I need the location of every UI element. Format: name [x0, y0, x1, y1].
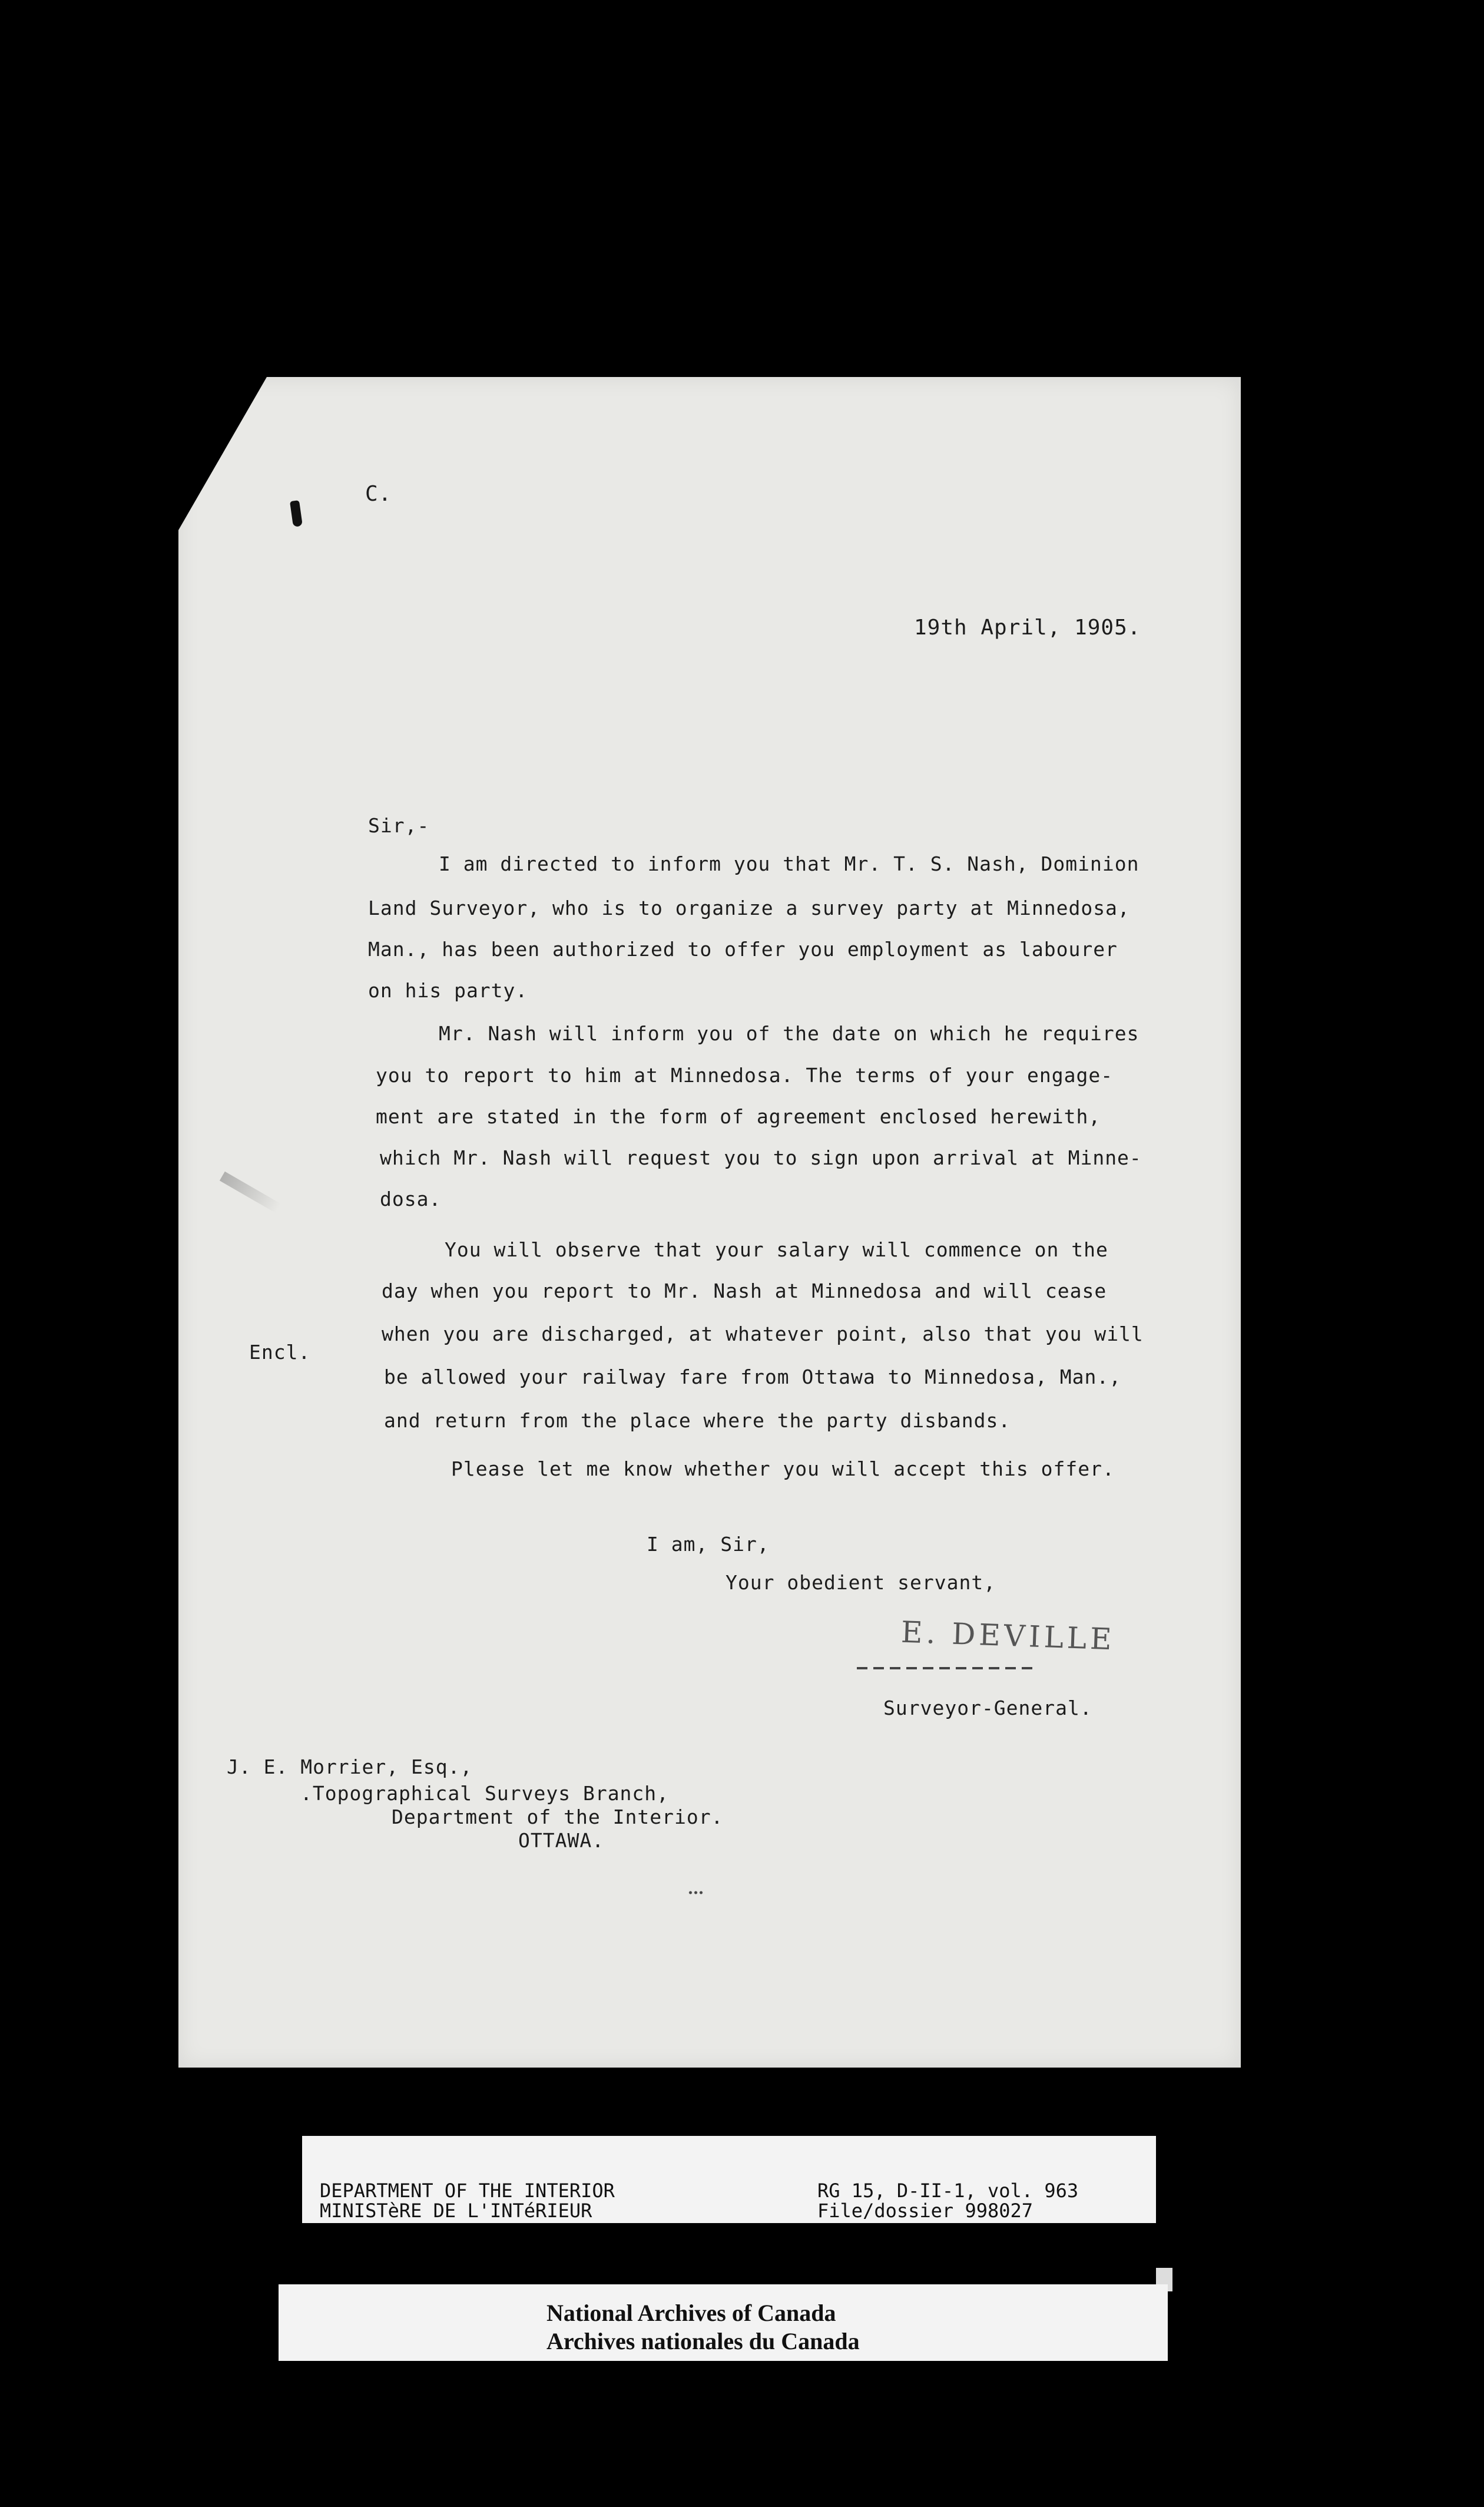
- stray-marks: [688, 1891, 703, 1894]
- department-en: DEPARTMENT OF THE INTERIOR: [320, 2179, 615, 2202]
- closing-line: I am, Sir,: [647, 1533, 770, 1556]
- file-mark: C.: [365, 482, 392, 506]
- enclosure-note: Encl.: [249, 1341, 311, 1364]
- letter-date: 19th April, 1905.: [914, 616, 1141, 640]
- body-line: I am directed to inform you that Mr. T. S. Nash, Dominion: [439, 852, 1140, 875]
- archive-reference-label: [302, 2136, 1156, 2223]
- body-line: when you are discharged, at whatever point, also that you will: [382, 1322, 1144, 1345]
- record-group-reference: RG 15, D-II-1, vol. 963: [817, 2179, 1079, 2202]
- archive-institution-label: [279, 2284, 1168, 2361]
- body-line: dosa.: [380, 1188, 442, 1210]
- address-line: Department of the Interior.: [392, 1805, 724, 1828]
- signatory-title: Surveyor-General.: [883, 1696, 1092, 1719]
- institution-fr: Archives nationales du Canada: [546, 2328, 860, 2354]
- body-line: Land Surveyor, who is to organize a survey party at Minnedosa,: [368, 897, 1130, 920]
- address-line: .Topographical Surveys Branch,: [300, 1782, 670, 1805]
- body-line: day when you report to Mr. Nash at Minnedosa and will cease: [382, 1279, 1107, 1302]
- signature-stamp: E. DEVILLE: [900, 1615, 1116, 1657]
- body-line: Man., has been authorized to offer you employment as labourer: [368, 938, 1118, 961]
- institution-en: National Archives of Canada: [546, 2300, 836, 2326]
- institution-names: [546, 2299, 860, 2356]
- body-line: ment are stated in the form of agreement enclosed herewith,: [376, 1105, 1101, 1128]
- address-line: J. E. Morrier, Esq.,: [227, 1755, 473, 1778]
- body-line: Mr. Nash will inform you of the date on which he requires: [439, 1022, 1140, 1045]
- body-line: Please let me know whether you will accept this offer.: [451, 1457, 1115, 1480]
- body-line: which Mr. Nash will request you to sign upon arrival at Minne-: [380, 1146, 1142, 1169]
- department-names: [320, 2181, 615, 2221]
- department-fr: MINISTèRE DE L'INTéRIEUR: [320, 2200, 592, 2222]
- body-line: be allowed your railway fare from Ottawa to Minnedosa, Man.,: [384, 1365, 1122, 1388]
- file-number: File/dossier 998027: [817, 2200, 1034, 2222]
- body-line: and return from the place where the party disbands.: [384, 1409, 1011, 1432]
- signature-underline: [857, 1667, 1034, 1669]
- file-reference: [817, 2181, 1078, 2221]
- body-line: you to report to him at Minnedosa. The terms of your engage-: [376, 1064, 1114, 1087]
- salutation: Sir,-: [368, 814, 430, 837]
- closing-line-2: Your obedient servant,: [726, 1571, 996, 1594]
- body-line: on his party.: [368, 979, 528, 1002]
- body-line: You will observe that your salary will commence on the: [445, 1238, 1108, 1261]
- address-line: OTTAWA.: [518, 1829, 605, 1852]
